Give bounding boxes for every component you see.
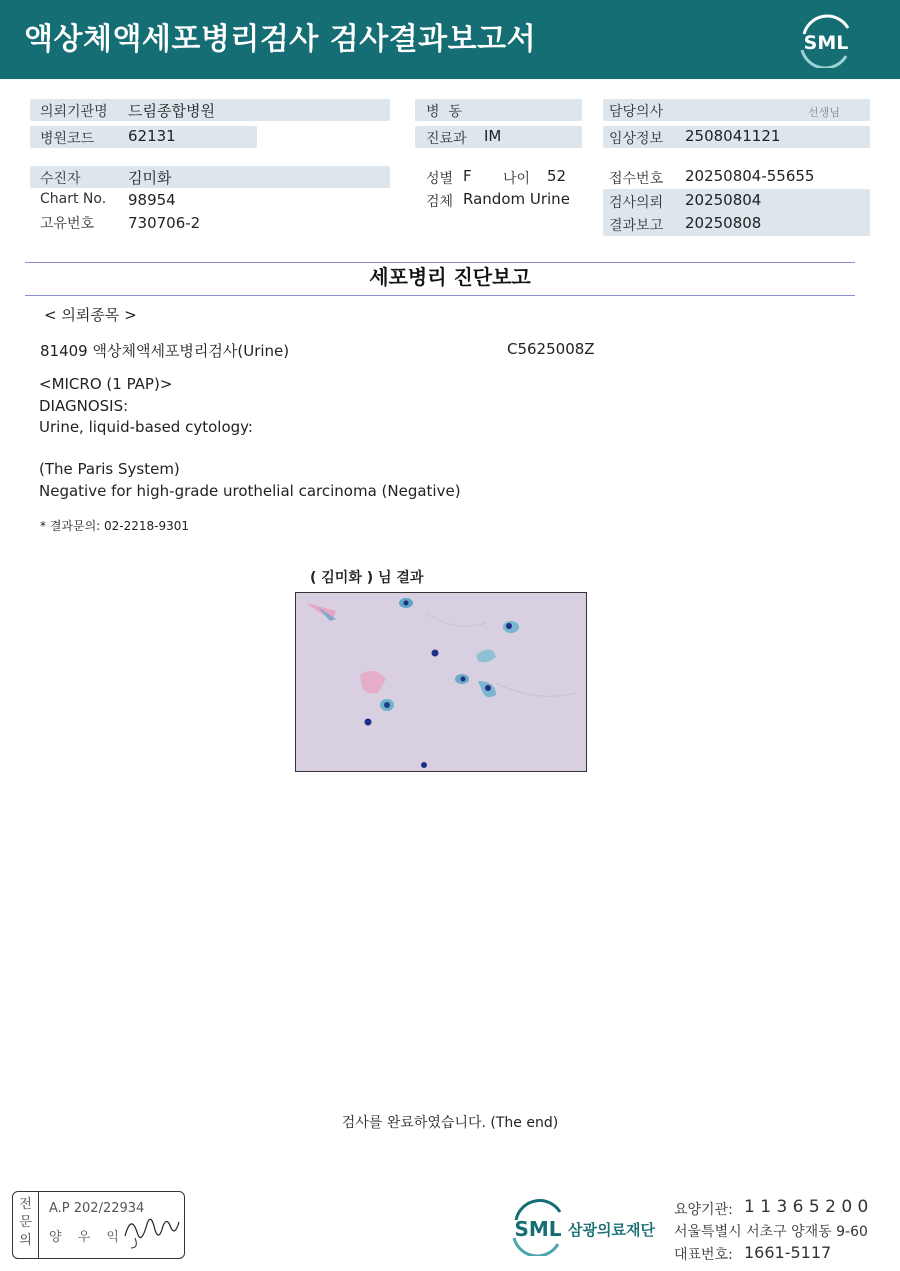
receipt-value: 20250804-55655 [685,167,815,185]
footer-code-label: 요양기관: [674,1202,733,1218]
request-date-value: 20250804 [685,191,762,209]
institution-label: 의뢰기관명 [40,104,108,120]
footer-phone-label: 대표번호: [674,1247,733,1263]
micro-label: <MICRO (1 PAP)> [39,375,173,393]
patient-row [30,166,390,188]
footer-sml-logo [510,1198,566,1256]
report-date-value: 20250808 [685,214,762,232]
doctor-label: 담당의사 [609,104,664,120]
institution-value: 드림종합병원 [128,102,215,120]
requested-item-name: 81409 액상체액세포병리검사(Urine) [40,342,290,360]
dept-value: IM [484,127,502,145]
diagnosis-label: DIAGNOSIS: [39,397,129,415]
unique-no-value: 730706-2 [128,214,201,232]
specimen-value: Random Urine [463,190,570,208]
report-header [0,0,900,79]
footer-code-value: 1 1 3 6 5 2 0 0 [744,1197,869,1217]
signature [121,1206,181,1250]
image-caption: ( 김미화 ) 님 결과 [310,570,424,586]
svg-text:SML: SML [514,1217,562,1241]
stamp-license: A.P 202/22934 [49,1201,145,1216]
dept-label: 진료과 [426,131,467,147]
age-label: 나이 [503,171,531,187]
inquiry-phone: * 결과문의: 02-2218-9301 [40,519,190,533]
sex-value: F [463,167,472,185]
report-title: 액상체액세포병리검사 검사결과보고서 [24,22,537,57]
stamp-name: 양 우 익 [49,1230,125,1245]
receipt-label: 접수번호 [609,171,664,187]
sml-logo [796,12,856,68]
end-text: 검사를 완료하였습니다. (The end) [341,1115,559,1131]
section-rule-bottom [25,295,855,296]
diagnosis-system: (The Paris System) [39,460,180,478]
doctor-suffix: 선생님 [808,106,840,119]
request-date-label: 검사의뢰 [609,195,664,211]
unique-no-label: 고유번호 [40,216,95,232]
pathologist-stamp [12,1191,185,1259]
footer-phone-value: 1661-5117 [744,1243,832,1262]
hospital-code-value: 62131 [128,127,176,145]
hospital-code-label: 병원코드 [40,131,95,147]
diagnosis-result: Negative for high-grade urothelial carcinoma (Negative) [39,482,461,500]
requested-item-accession: C5625008Z [507,340,595,358]
footer-org-name: 삼광의료재단 [568,1221,655,1239]
chart-no-value: 98954 [128,191,176,209]
diagnosis-line1: Urine, liquid-based cytology: [39,418,253,436]
clinical-label: 임상정보 [609,131,664,147]
sex-label: 성별 [426,171,454,187]
chart-no-label: Chart No. [40,191,107,207]
age-value: 52 [547,167,567,185]
svg-text:SML: SML [803,32,849,54]
patient-value: 김미화 [128,169,172,187]
cytology-image [295,592,587,772]
section-title: 세포병리 진단보고 [369,265,531,289]
stamp-side-label: 전 문 의 [13,1192,39,1258]
ward-label: 병 동 [426,104,462,120]
footer-address: 서울특별시 서초구 양재동 9-60 [674,1224,868,1240]
requested-items-heading: < 의뢰종목 > [44,306,137,324]
specimen-label: 검체 [426,194,454,210]
clinical-value: 2508041121 [685,127,781,145]
patient-label: 수진자 [40,171,81,187]
report-date-label: 결과보고 [609,218,664,234]
